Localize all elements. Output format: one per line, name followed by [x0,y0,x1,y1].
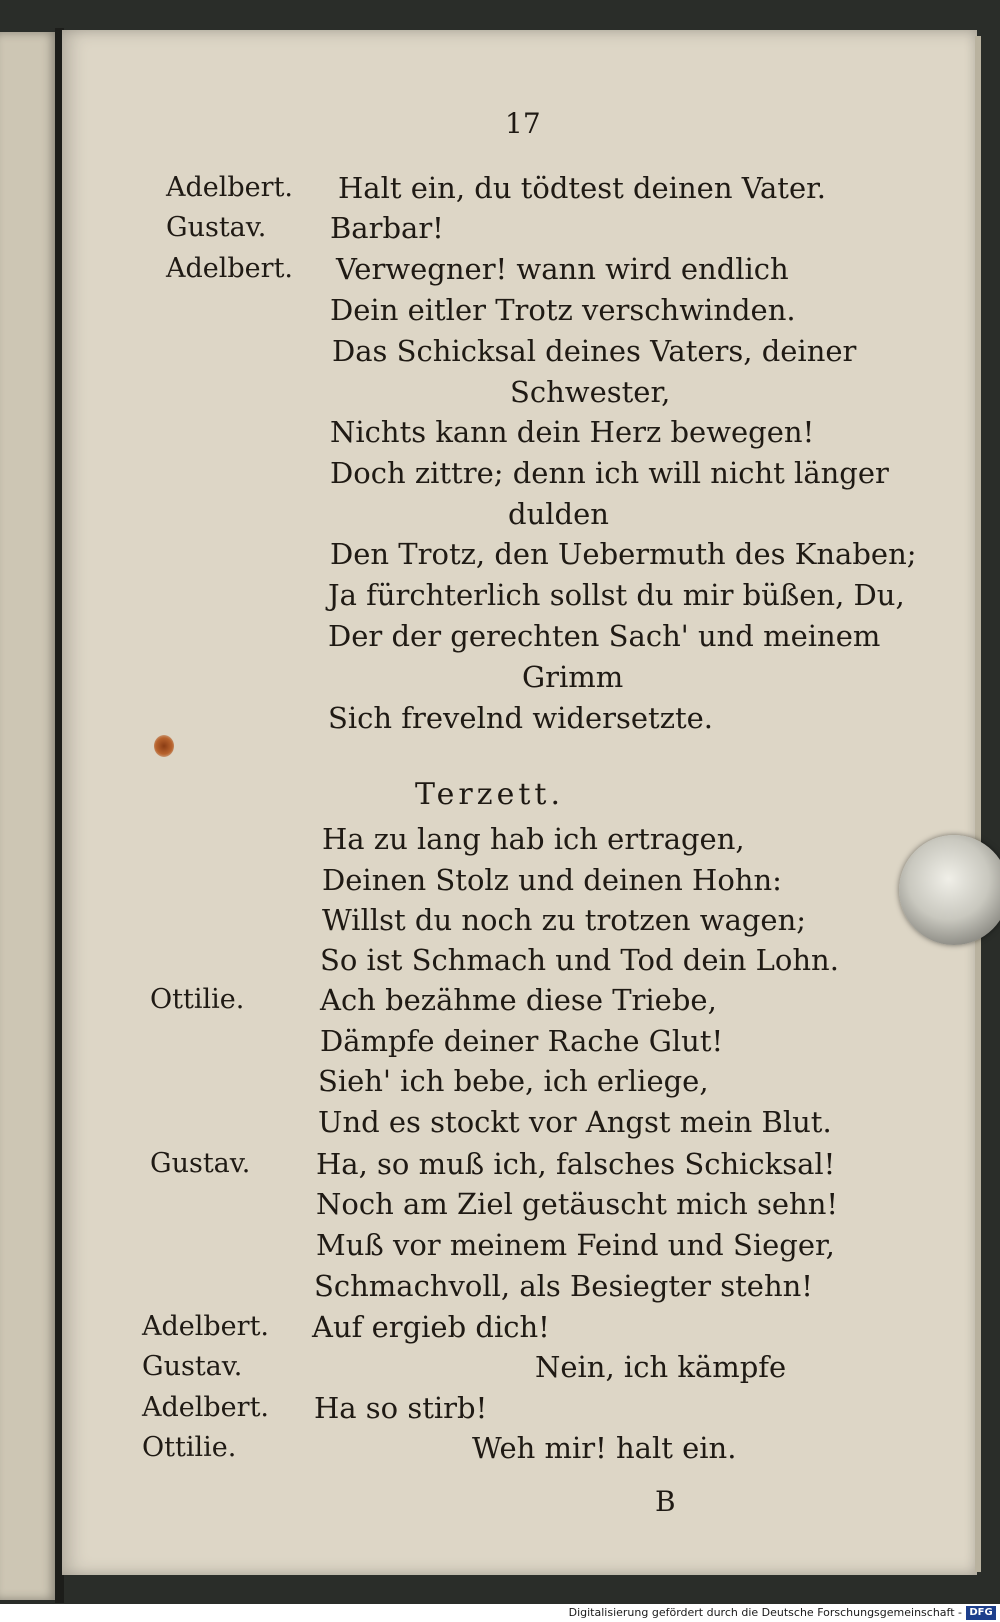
verse-line: Deinen Stolz und deinen Hohn: [322,863,782,897]
speaker-label: Adelbert. [166,172,293,203]
verse-line: Dämpfe deiner Rache Glut! [320,1024,724,1058]
footer-bar [0,1604,1000,1622]
speaker-label: Ottilie. [150,984,245,1015]
verse-line: Den Trotz, den Uebermuth des Knaben; [330,537,917,571]
verse-line: Sich frevelnd widersetzte. [328,701,714,735]
verse-line: Schmachvoll, als Besiegter stehn! [314,1269,813,1303]
verse-line: Sieh' ich bebe, ich erliege, [318,1064,709,1098]
verse-line: Ach bezähme diese Triebe, [320,983,717,1017]
speaker-label: Gustav. [166,212,267,243]
verse-line: Ha zu lang hab ich ertragen, [322,822,745,856]
speaker-label: Ottilie. [142,1432,237,1463]
speaker-label: Adelbert. [166,253,293,284]
paper-stain [154,735,174,757]
speaker-label: Adelbert. [142,1392,269,1423]
verse-line: Muß vor meinem Feind und Sieger, [316,1228,835,1262]
page-number: 17 [505,107,541,140]
verse-line: Verwegner! wann wird endlich [336,252,789,286]
verse-line: Noch am Ziel getäuscht mich sehn! [316,1187,839,1221]
verse-line: Das Schicksal deines Vaters, deiner [332,334,857,368]
speaker-label: Gustav. [142,1351,243,1382]
verse-line: Doch zittre; denn ich will nicht länger [330,456,889,490]
verse-line: Ha so stirb! [314,1391,488,1425]
verse-line: Und es stockt vor Angst mein Blut. [318,1105,832,1139]
verse-line: Nein, ich kämpfe [535,1350,787,1384]
speaker-label: Gustav. [150,1148,251,1179]
verse-line: So ist Schmach und Tod dein Lohn. [320,943,839,977]
verse-line: Weh mir! halt ein. [472,1431,737,1465]
verse-line: Der der gerechten Sach' und meinem [328,619,881,653]
verse-line: Ja fürchterlich sollst du mir büßen, Du, [328,578,905,612]
verse-line: Dein eitler Trotz verschwinden. [330,293,796,327]
verse-line: Ha, so muß ich, falsches Schicksal! [316,1147,836,1181]
dfg-logo-icon: DFG [966,1606,996,1620]
verse-line: Auf ergieb dich! [312,1310,550,1344]
page-edge [975,36,981,1572]
verse-line: Halt ein, du tödtest deinen Vater. [338,171,827,205]
verse-line: Nichts kann dein Herz bewegen! [330,415,815,449]
page-clip-weight [899,835,1000,945]
verse-line: Grimm [522,660,624,694]
previous-page-edge [0,32,58,1600]
verse-line: Barbar! [330,211,444,245]
section-heading: Terzett. [415,777,564,812]
verse-line: Schwester, [510,375,671,409]
signature-mark: B [655,1485,676,1518]
footer-credit: Digitalisierung gefördert durch die Deutsche Forschungsgemeinschaft - [568,1606,962,1619]
speaker-label: Adelbert. [142,1311,269,1342]
verse-line: dulden [508,497,609,531]
verse-line: Willst du noch zu trotzen wagen; [322,903,807,937]
